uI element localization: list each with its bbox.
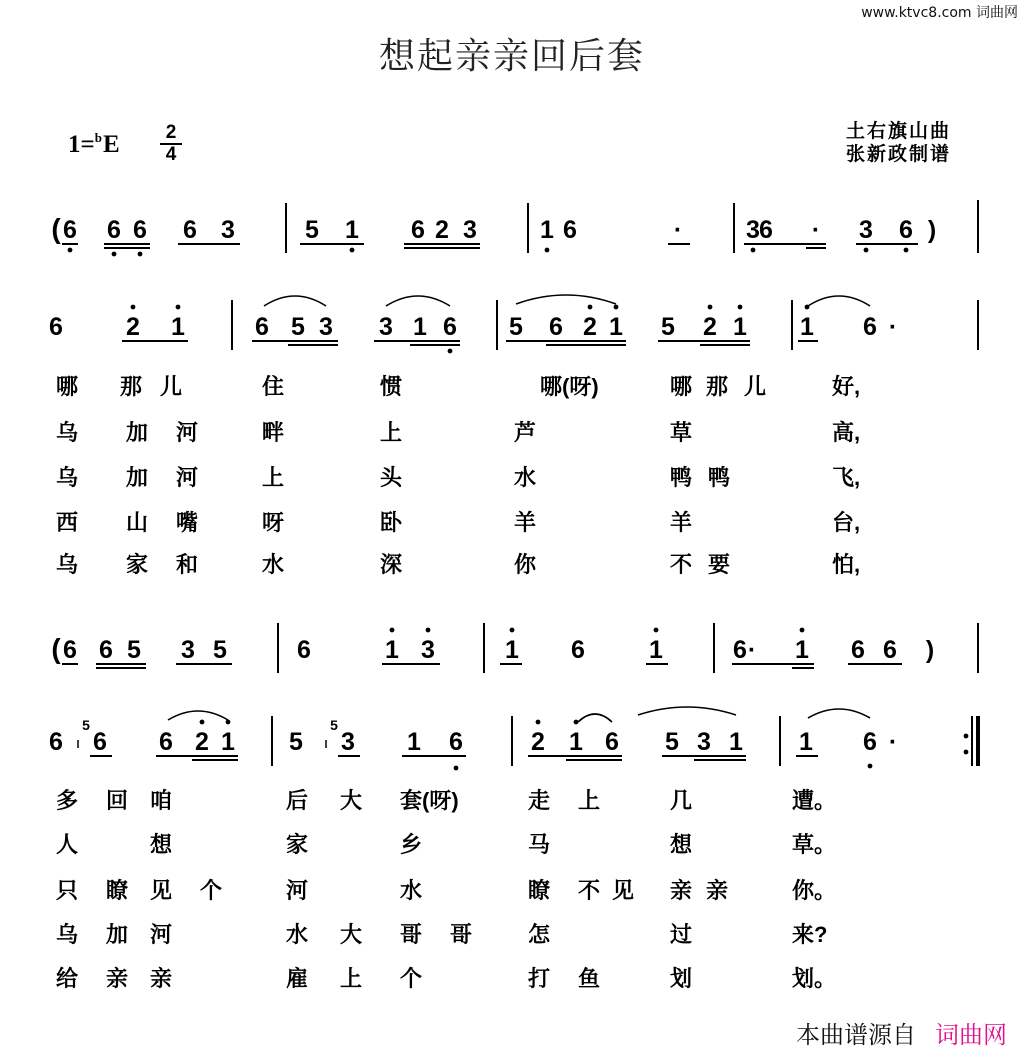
lyric-syllable: 来?: [792, 922, 828, 947]
lyric-syllable: 后: [286, 788, 309, 813]
lyric-syllable: 头: [380, 465, 403, 490]
lyric-syllable: 不: [578, 878, 601, 903]
lyric-syllable: 水: [514, 465, 537, 490]
octave-dot-low: [350, 248, 355, 253]
lyric-syllable: 水: [286, 922, 309, 947]
note-digit: 6: [255, 313, 269, 341]
lyric-syllable: 划。: [792, 966, 837, 991]
note-digit: 1: [407, 728, 421, 756]
slur-arc: [386, 296, 450, 306]
lyric-syllable: 见: [150, 878, 173, 903]
lyric-syllable: 亲: [670, 878, 693, 903]
lyric-syllable: 呀: [262, 510, 285, 535]
lyric-syllable: 只: [56, 878, 79, 903]
lyric-syllable: 上: [578, 788, 601, 813]
lyric-syllable: 大: [340, 922, 363, 947]
lyric-syllable: 乡: [400, 832, 423, 857]
lyric-syllable: 河: [150, 922, 173, 947]
octave-dot-low: [864, 248, 869, 253]
note-digit: 6: [449, 728, 463, 756]
lyric-syllable: 河: [286, 878, 309, 903]
note-digit: 6: [733, 636, 747, 664]
lyric-syllable: 哥: [400, 922, 423, 947]
note-digit: 2: [195, 728, 209, 756]
lyric-syllable: 几: [670, 788, 693, 813]
note-digit: 6: [443, 313, 457, 341]
note-digit: 1: [171, 313, 185, 341]
lyric-syllable: 嘴: [176, 510, 199, 535]
note-digit: 6: [49, 728, 63, 756]
lyric-syllable: 和: [176, 552, 199, 577]
note-digit: 6: [297, 636, 311, 664]
note-digit: 3: [859, 216, 873, 244]
lyric-syllable: 划: [670, 966, 693, 991]
repeat-dot: [964, 750, 969, 755]
note-digit: 3: [421, 636, 435, 664]
lyric-syllable: 要: [708, 552, 731, 577]
note-digit: 6: [883, 636, 897, 664]
note-digit: 3: [463, 216, 477, 244]
lyric-syllable: 遭。: [792, 788, 837, 813]
note-digit: 6: [863, 728, 877, 756]
lyric-syllable: 鸭: [708, 465, 731, 490]
note-digit: 3: [341, 728, 355, 756]
lyric-syllable: 过: [670, 922, 693, 947]
note-digit: 6: [49, 313, 63, 341]
note-digit: 5: [665, 728, 679, 756]
octave-dot-high: [536, 720, 541, 725]
octave-dot-high: [588, 305, 593, 310]
time-top: 2: [165, 122, 177, 143]
lyric-syllable: 儿: [744, 374, 767, 399]
octave-dot-high: [738, 305, 743, 310]
lyric-syllable: 卧: [380, 510, 403, 535]
lyric-syllable: 亲: [106, 966, 129, 991]
lyric-syllable: 好,: [832, 374, 861, 399]
note-digit: 1: [385, 636, 399, 664]
slur-arc: [516, 295, 616, 304]
lyric-syllable: 惯: [380, 374, 403, 399]
dot-dash: ·: [888, 728, 898, 756]
lyric-syllable: 回: [106, 788, 129, 813]
credit-origin: 土右旗山曲: [846, 120, 952, 142]
note-digit: 5: [305, 216, 319, 244]
lyric-syllable: 个: [200, 878, 223, 903]
note-digit: 1: [345, 216, 359, 244]
lyric-syllable: 上: [340, 966, 363, 991]
lyric-syllable: 羊: [670, 510, 693, 535]
slur-arc: [168, 711, 228, 720]
dot-dash: 6: [759, 216, 773, 244]
lyric-syllable: 想: [150, 832, 173, 857]
dot-dash: ·: [888, 313, 898, 341]
note-digit: 6: [107, 216, 121, 244]
lyric-syllable: 鸭: [670, 465, 693, 490]
lyric-syllable: 套(呀): [400, 788, 459, 813]
lyric-syllable: 哪: [56, 374, 79, 399]
note-digit: 6: [411, 216, 425, 244]
octave-dot-low: [448, 349, 453, 354]
octave-dot-high: [176, 305, 181, 310]
time-bottom: 4: [165, 144, 177, 165]
lyric-syllable: 台,: [832, 510, 861, 535]
lyric-syllable: 哥: [450, 922, 473, 947]
octave-dot-low: [545, 248, 550, 253]
note-digit: 6: [159, 728, 173, 756]
note-digit: 6: [93, 728, 107, 756]
grace-note-digit: 5: [82, 717, 90, 733]
lyric-syllable: 儿: [160, 374, 183, 399]
note-digit: 3: [697, 728, 711, 756]
note-digit: 2: [583, 313, 597, 341]
lyric-syllable: 见: [612, 878, 635, 903]
note-digit: 1: [799, 728, 813, 756]
slur-arc: [808, 709, 870, 718]
lyric-syllable: 你: [514, 552, 537, 577]
note-digit: 5: [291, 313, 305, 341]
lyric-syllable: 高,: [832, 420, 861, 445]
paren-close: ): [925, 636, 935, 664]
lyric-syllable: 打: [528, 966, 551, 991]
lyric-syllable: 家: [286, 832, 309, 857]
octave-dot-low: [454, 766, 459, 771]
note-digit: 6: [63, 216, 77, 244]
note-digit: 2: [703, 313, 717, 341]
lyric-syllable: 西: [56, 510, 79, 535]
octave-dot-low: [138, 252, 143, 257]
lyric-syllable: 畔: [262, 420, 285, 445]
lyric-syllable: 那: [120, 374, 143, 399]
paren-open: (: [51, 213, 61, 244]
octave-dot-low: [112, 252, 117, 257]
lyric-syllable: 草: [670, 420, 693, 445]
note-digit: 6: [133, 216, 147, 244]
slur-arc: [264, 296, 326, 306]
lyric-syllable: 羊: [514, 510, 537, 535]
lyric-syllable: 哪: [670, 374, 693, 399]
note-digit: 5: [289, 728, 303, 756]
note-digit: 1: [505, 636, 519, 664]
dot-dash: 6: [563, 216, 577, 244]
note-digit: 1: [729, 728, 743, 756]
octave-dot-high: [131, 305, 136, 310]
note-digit: 3: [221, 216, 235, 244]
lyric-syllable: 水: [400, 878, 423, 903]
footer-source: 本曲谱源自: [796, 1021, 916, 1049]
note-digit: 5: [661, 313, 675, 341]
lyric-syllable: 乌: [56, 420, 79, 445]
note-digit: 6: [899, 216, 913, 244]
note-digit: 1: [800, 313, 814, 341]
lyric-syllable: 家: [126, 552, 149, 577]
key-prefix: 1=: [68, 131, 95, 158]
note-digit: 5: [213, 636, 227, 664]
octave-dot-high: [390, 628, 395, 633]
lyric-syllable: 咱: [150, 788, 173, 813]
note-digit: 6: [549, 313, 563, 341]
note-digit: 1: [569, 728, 583, 756]
lyric-syllable: 瞭: [528, 878, 551, 903]
octave-dot-low: [904, 248, 909, 253]
octave-dot-high: [226, 720, 231, 725]
note-digit: 2: [435, 216, 449, 244]
octave-dot-low: [68, 248, 73, 253]
lyric-syllable: 给: [56, 966, 79, 991]
lyric-syllable: 不: [670, 552, 693, 577]
lyric-syllable: 个: [400, 966, 423, 991]
note-digit: ): [927, 216, 937, 244]
note-digit: 3: [181, 636, 195, 664]
note-digit: 3: [746, 216, 760, 244]
slur-arc: [578, 714, 612, 722]
note-digit: 6: [851, 636, 865, 664]
octave-dot-high: [708, 305, 713, 310]
note-digit: 6: [571, 636, 585, 664]
lyric-syllable: 多: [56, 788, 79, 813]
lyric-syllable: 那: [706, 374, 729, 399]
lyric-syllable: 大: [340, 788, 363, 813]
note-digit: 5: [127, 636, 141, 664]
note-digit: 1: [609, 313, 623, 341]
note-digit: 6: [183, 216, 197, 244]
lyric-syllable: 山: [126, 510, 149, 535]
note-digit: ·: [673, 216, 683, 244]
song-title: 想起亲亲回后套: [378, 36, 645, 77]
lyric-syllable: 上: [380, 420, 403, 445]
paren-open: (: [51, 633, 61, 664]
lyric-syllable: 加: [126, 465, 149, 490]
octave-dot-high: [614, 305, 619, 310]
lyric-syllable: 加: [106, 922, 129, 947]
note-digit: 1: [649, 636, 663, 664]
note-digit: 3: [379, 313, 393, 341]
lyric-syllable: 乌: [56, 922, 79, 947]
lyric-syllable: 马: [528, 832, 551, 857]
lyric-syllable: 乌: [56, 465, 79, 490]
lyric-syllable: 走: [528, 788, 551, 813]
flat-sign: b: [94, 130, 102, 145]
lyric-syllable: 哪(呀): [540, 374, 599, 399]
dot-dash: ·: [747, 636, 757, 664]
lyric-syllable: 上: [262, 465, 285, 490]
note-digit: 1: [540, 216, 554, 244]
lyric-syllable: 飞,: [832, 465, 861, 490]
lyric-syllable: 怎: [528, 922, 551, 947]
lyric-syllable: 加: [126, 420, 149, 445]
lyric-syllable: 想: [670, 832, 693, 857]
lyric-syllable: 鱼: [578, 966, 601, 991]
slur-arc: [638, 707, 736, 715]
slur-arc: [808, 296, 870, 306]
note-digit: 2: [531, 728, 545, 756]
lyric-syllable: 雇: [286, 966, 309, 991]
lyric-syllable: 人: [56, 832, 79, 857]
key-note: E: [102, 131, 120, 158]
octave-dot-low: [751, 248, 756, 253]
note-digit: 6: [863, 313, 877, 341]
credit-arranger: 张新政制谱: [846, 143, 952, 165]
lyric-syllable: 住: [262, 374, 285, 399]
note-digit: 5: [509, 313, 523, 341]
note-digit: 1: [733, 313, 747, 341]
note-digit: 1: [221, 728, 235, 756]
lyric-syllable: 草。: [792, 832, 837, 857]
lyric-syllable: 乌: [56, 552, 79, 577]
note-digit: 1: [413, 313, 427, 341]
note-digit: 6: [99, 636, 113, 664]
lyric-syllable: 怕,: [832, 552, 861, 577]
lyric-syllable: 亲: [150, 966, 173, 991]
lyric-syllable: 水: [262, 552, 285, 577]
lyric-syllable: 深: [380, 552, 403, 577]
note-digit: 3: [319, 313, 333, 341]
octave-dot-high: [200, 720, 205, 725]
lyric-syllable: 芦: [514, 420, 537, 445]
octave-dot-high: [654, 628, 659, 633]
note-digit: ·: [811, 216, 821, 244]
octave-dot-high: [800, 628, 805, 633]
lyric-syllable: 河: [176, 420, 199, 445]
note-digit: 1: [795, 636, 809, 664]
lyric-syllable: 你。: [792, 878, 837, 903]
note-digit: 2: [126, 313, 140, 341]
note-digit: 6: [63, 636, 77, 664]
note-digit: 6: [605, 728, 619, 756]
grace-note-digit: 5: [330, 717, 338, 733]
lyric-syllable: 瞭: [106, 878, 129, 903]
octave-dot-high: [574, 720, 579, 725]
octave-dot-high: [510, 628, 515, 633]
octave-dot-high: [426, 628, 431, 633]
octave-dot-low: [868, 764, 873, 769]
lyric-syllable: 河: [176, 465, 199, 490]
watermark-url[interactable]: www.ktvc8.com 词曲网: [861, 5, 1018, 21]
footer-site-link[interactable]: 词曲网: [935, 1021, 1007, 1049]
lyric-syllable: 亲: [706, 878, 729, 903]
repeat-dot: [964, 734, 969, 739]
